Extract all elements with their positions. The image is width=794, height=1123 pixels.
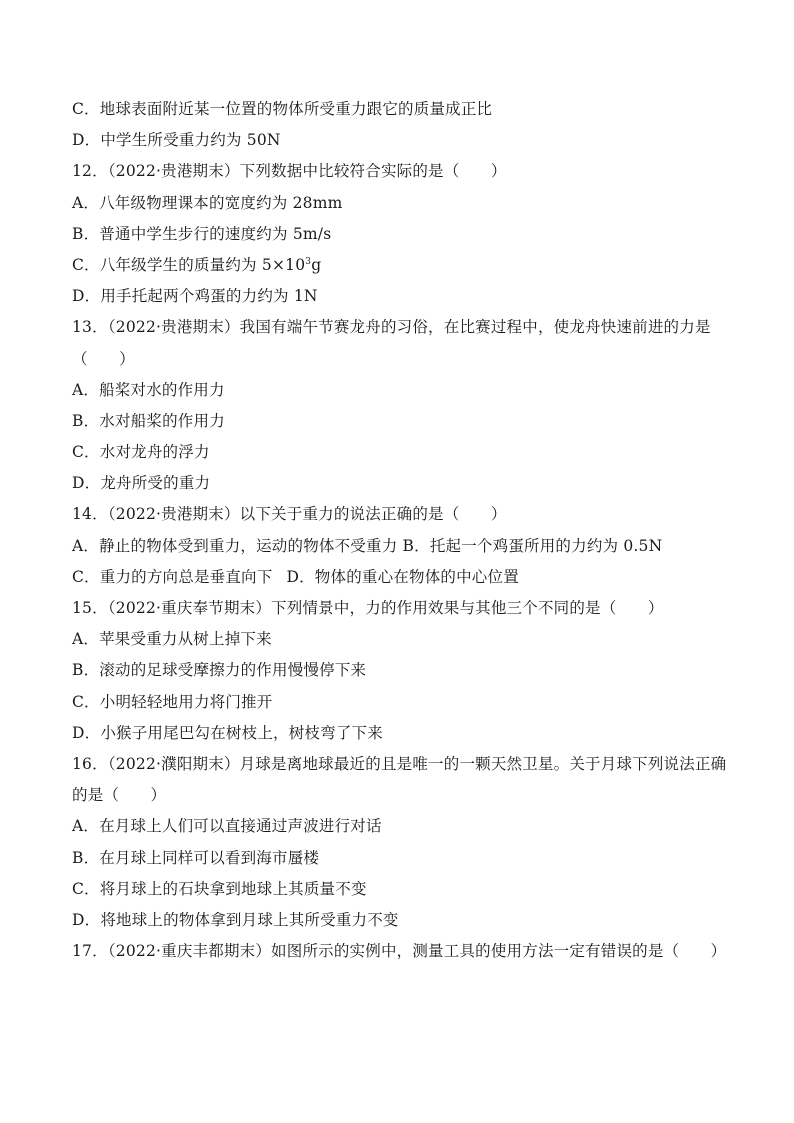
- q15-stem: 15．（2022·重庆奉节期末）下列情景中，力的作用效果与其他三个不同的是（ ）: [72, 599, 664, 617]
- q13-option-a: A．船桨对水的作用力: [72, 380, 225, 399]
- q12-option-a: A．八年级物理课本的宽度约为 28mm: [72, 193, 343, 212]
- q16-stem-cont: 的是（ ）: [72, 786, 167, 805]
- q16-option-a: A．在月球上人们可以直接通过声波进行对话: [72, 817, 382, 836]
- q16-option-c: C．将月球上的石块拿到地球上其质量不变: [72, 879, 367, 898]
- q15-option-b: B．滚动的足球受摩擦力的作用慢慢停下来: [72, 661, 367, 680]
- q12-option-c-text: C．八年级学生的质量约为 5×10: [72, 255, 306, 274]
- q16-option-d: D．将地球上的物体拿到月球上其所受重力不变: [72, 910, 399, 929]
- q17-stem: 17．（2022·重庆丰都期末）如图所示的实例中，测量工具的使用方法一定有错误的是（ ）: [72, 942, 727, 961]
- q12-option-c: [72, 250, 732, 281]
- q12-option-c-unit: g: [311, 255, 322, 274]
- q12-option-c-exponent: 3: [305, 256, 312, 267]
- q13-stem: 13．（2022·贵港期末）我国有端午节赛龙舟的习俗，在比赛过程中，使龙舟快速前进的力是: [72, 318, 711, 337]
- q14-option-d: D．物体的重心在物体的中心位置: [286, 567, 519, 586]
- q11-option-d: D．中学生所受重力约为 50N: [72, 131, 281, 150]
- q13-stem-cont: （ ）: [72, 349, 135, 368]
- q14-options-ab: A．静止的物体受到重力，运动的物体不受重力 B．托起一个鸡蛋所用的力约为 0.5N: [72, 536, 663, 555]
- exam-page: [72, 94, 732, 967]
- q11-option-c: C．地球表面附近某一位置的物体所受重力跟它的质量成正比: [72, 100, 493, 118]
- q15-option-a: A．苹果受重力从树上掉下来: [72, 630, 272, 649]
- q13-option-b: B．水对船桨的作用力: [72, 411, 225, 430]
- q12-option-b: B．普通中学生步行的速度约为 5m/s: [72, 224, 332, 243]
- q16-stem: 16．（2022·濮阳期末）月球是离地球最近的且是唯一的一颗天然卫星。关于月球下列说法正确: [72, 754, 727, 773]
- q14-stem: 14．（2022·贵港期末）以下关于重力的说法正确的是（ ）: [72, 505, 507, 524]
- q16-option-b: B．在月球上同样可以看到海市蜃楼: [72, 848, 320, 867]
- q13-option-d: D．龙舟所受的重力: [72, 474, 211, 493]
- q12-option-d: D．用手托起两个鸡蛋的力约为 1N: [72, 287, 318, 306]
- q15-option-d: D．小猴子用尾巴勾在树枝上，树枝弯了下来: [72, 723, 383, 742]
- q14-options-cd: [72, 562, 732, 593]
- q15-option-c: C．小明轻轻地用力将门推开: [72, 692, 273, 711]
- q14-option-c: C．重力的方向总是垂直向下: [72, 567, 273, 586]
- q13-option-c: C．水对龙舟的浮力: [72, 443, 210, 462]
- q12-stem: 12．（2022·贵港期末）下列数据中比较符合实际的是（ ）: [72, 162, 507, 181]
